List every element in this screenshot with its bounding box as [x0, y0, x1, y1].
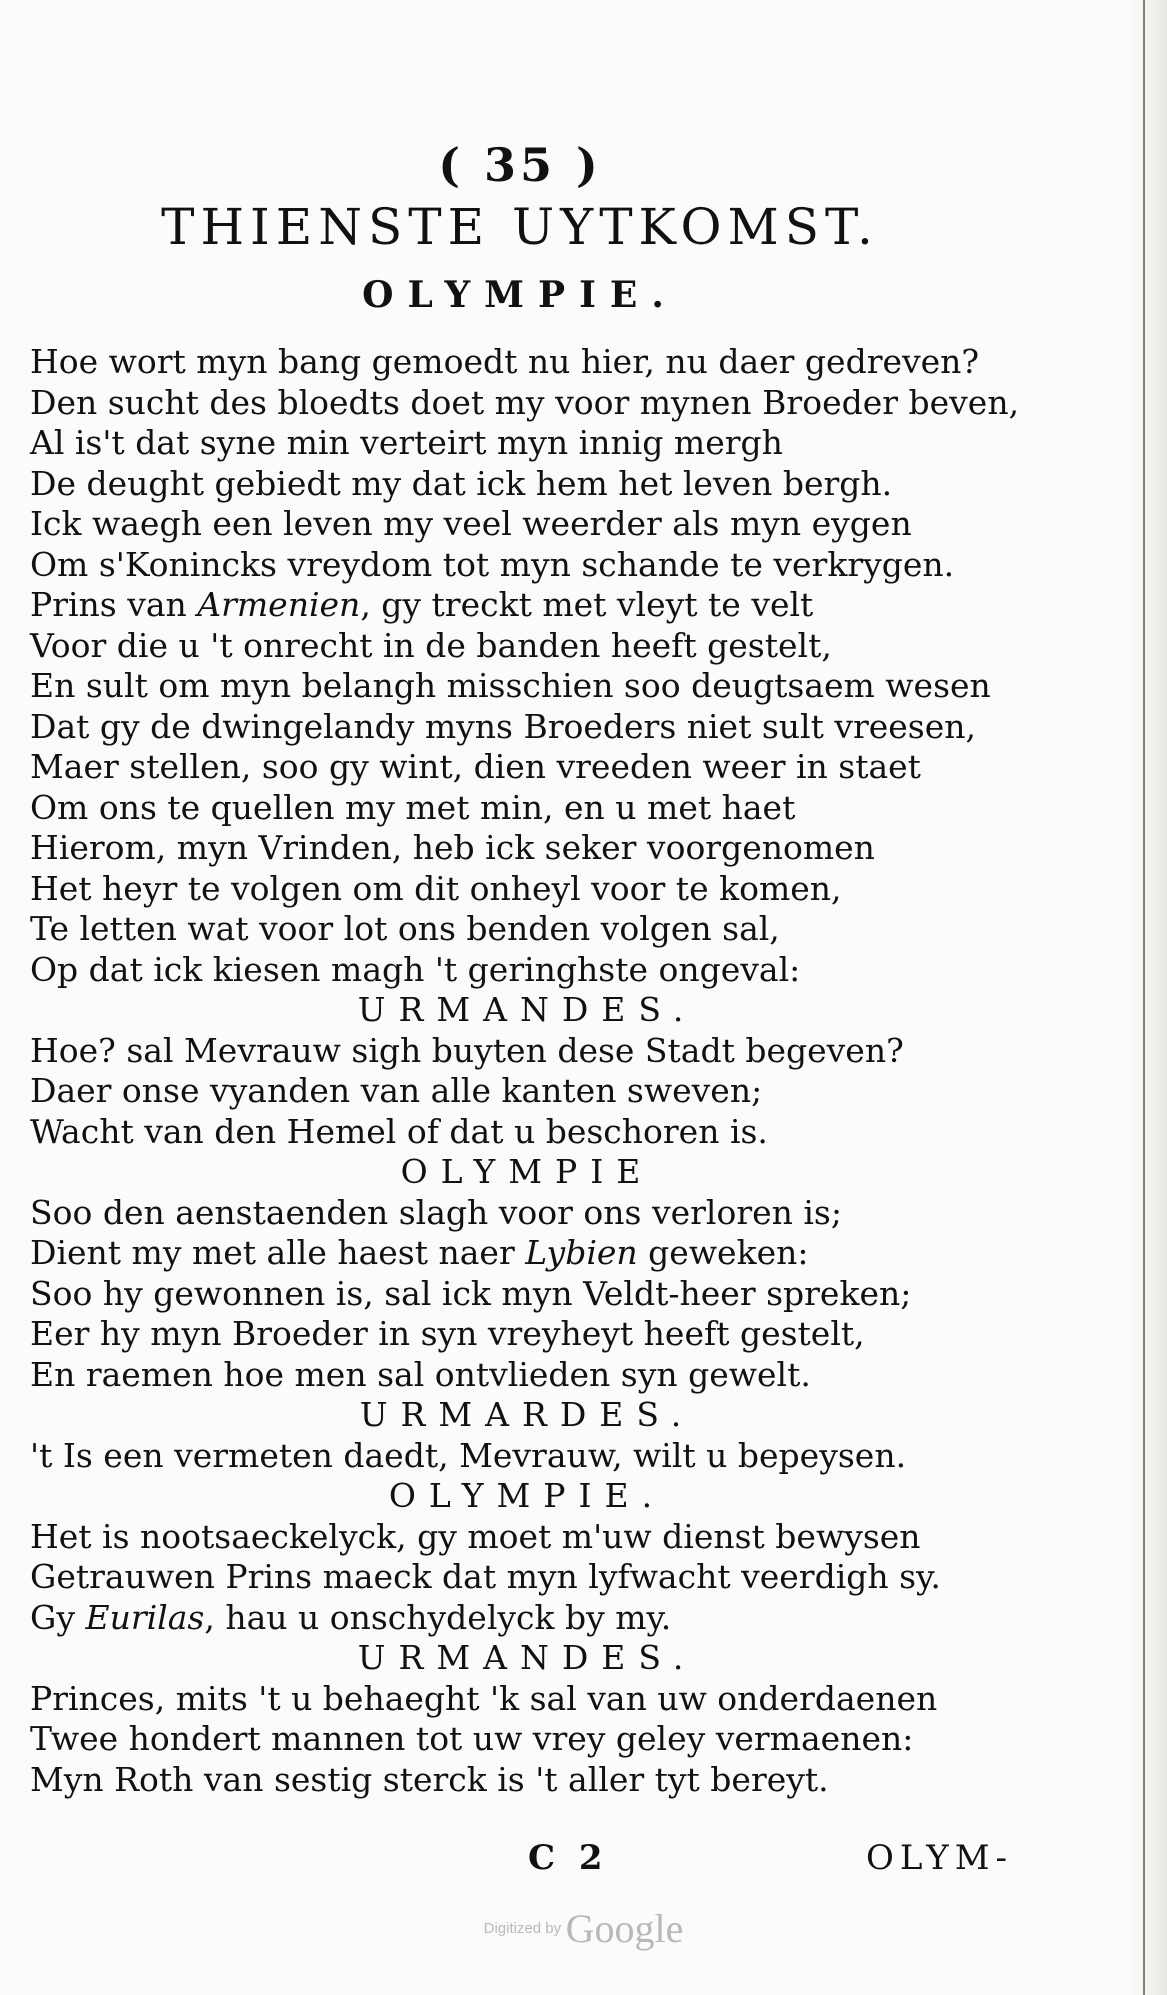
verse-line: En sult om myn belangh misschien soo deugtsaem wesen	[30, 666, 991, 705]
verse-text: Gy	[30, 1597, 86, 1637]
verse-line: Twee hondert mannen tot uw vrey geley vermaenen:	[30, 1719, 914, 1758]
verse-line: Wacht van den Hemel of dat u beschoren is.	[30, 1111, 768, 1151]
page-footer	[0, 1838, 1040, 1882]
verse-line: Hoe? sal Mevrauw sigh buyten dese Stadt begeven?	[30, 1030, 904, 1070]
verse-text: geweken:	[637, 1233, 809, 1272]
verse-line: 't Is een vermeten daedt, Mevrauw, wilt u bepeysen.	[30, 1435, 907, 1475]
verse-line	[22, 1598, 1032, 1639]
speaker-heading: OLYMPIE	[400, 1152, 654, 1191]
italic-name: Armenien	[197, 585, 361, 624]
speaker-heading: OLYMPIE.	[388, 1476, 666, 1515]
signature-mark: C 2	[528, 1838, 609, 1878]
google-logo: Google	[565, 1906, 684, 1951]
verse-line: Hierom, myn Vrinden, heb ick seker voorgenomen	[30, 828, 875, 867]
verse-text: Prins van	[30, 585, 198, 624]
speaker-heading: URMANDES.	[357, 990, 697, 1029]
verse-line: Ick waegh een leven my veel weerder als myn eygen	[30, 504, 912, 543]
verse-line: Soo den aenstaenden slagh voor ons verloren is;	[30, 1192, 842, 1232]
verse-line	[22, 585, 1032, 626]
speaker-heading: URMANDES.	[357, 1638, 697, 1677]
verse-line: Om ons te quellen my met min, en u met haet	[30, 787, 796, 827]
verse-line: Daer onse vyanden van alle kanten sweven;	[30, 1071, 763, 1110]
watermark-prefix: Digitized by	[483, 1920, 562, 1937]
digitized-watermark	[0, 1905, 1167, 1952]
page-title: THIENSTE UYTKOMST.	[161, 198, 879, 256]
speaker-heading: OLYMPIE.	[362, 274, 678, 316]
verse-line: Hoe wort myn bang gemoedt nu hier, nu daer gedreven?	[30, 342, 980, 381]
verse-line: Myn Roth van sestig sterck is 't aller tyt bereyt.	[30, 1759, 829, 1799]
verse-text: Dient my met alle haest naer	[30, 1233, 526, 1272]
verse-line: Al is't dat syne min verteirt myn innig mergh	[30, 423, 783, 462]
speaker-heading: URMARDES.	[359, 1395, 695, 1434]
verse-line: Soo hy gewonnen is, sal ick myn Veldt-heer spreken;	[30, 1273, 912, 1313]
verse-line: Den sucht des bloedts doet my voor mynen Broeder beven,	[30, 382, 1020, 422]
page-edge	[1127, 0, 1167, 1995]
verse-text: , gy treckt met vleyt te velt	[360, 585, 814, 624]
catchword: OLYM-	[866, 1838, 1014, 1878]
verse-line: Dat gy de dwingelandy myns Broeders niet sult vreesen,	[30, 706, 977, 746]
page-number: ( 35 )	[438, 138, 602, 192]
verse-line	[22, 1233, 1032, 1274]
verse-line: Princes, mits 't u behaeght 'k sal van uw onderdaenen	[30, 1678, 938, 1718]
verse-line: Voor die u 't onrecht in de banden heeft gestelt,	[30, 625, 832, 665]
verse-line: Eer hy myn Broeder in syn vreyheyt heeft gestelt,	[30, 1314, 865, 1353]
verse-line: En raemen hoe men sal ontvlieden syn gewelt.	[30, 1354, 811, 1394]
verse-line: De deught gebiedt my dat ick hem het leven bergh.	[30, 463, 893, 503]
italic-name: Eurilas	[85, 1597, 205, 1637]
italic-name: Lybien	[525, 1233, 638, 1272]
verse-line: Op dat ick kiesen magh 't geringhste ongeval:	[30, 949, 801, 989]
verse-body	[22, 342, 1032, 1800]
verse-line: Het heyr te volgen om dit onheyl voor te komen,	[30, 868, 842, 908]
verse-line: Getrauwen Prins maeck dat myn lyfwacht veerdigh sy.	[30, 1557, 941, 1596]
verse-text: , hau u onschydelyck by my.	[204, 1597, 672, 1637]
verse-line: Om s'Konincks vreydom tot myn schande te verkrygen.	[30, 544, 955, 584]
page-edge-line	[1143, 0, 1145, 1995]
verse-line: Het is nootsaeckelyck, gy moet m'uw dienst bewysen	[30, 1516, 921, 1556]
verse-line: Maer stellen, soo gy wint, dien vreeden weer in staet	[30, 747, 921, 786]
verse-line: Te letten wat voor lot ons benden volgen sal,	[30, 909, 780, 948]
